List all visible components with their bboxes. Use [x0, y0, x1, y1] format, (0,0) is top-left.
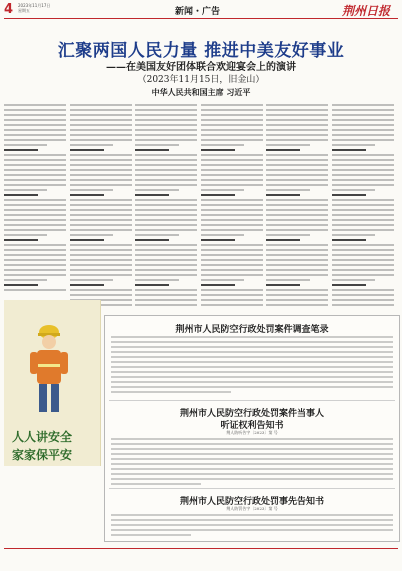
worker-figure-icon [26, 320, 72, 416]
text-line [70, 134, 132, 136]
text-line [70, 239, 104, 241]
notice-separator [109, 400, 395, 401]
text-line [332, 164, 394, 166]
text-line [332, 239, 366, 241]
footer-rule [4, 548, 398, 550]
text-line [135, 154, 197, 156]
text-line [70, 104, 132, 106]
text-line [135, 299, 197, 301]
text-line [4, 169, 66, 171]
text-line [135, 199, 197, 201]
notice-3-title: 荆州市人民防空行政处罚事先告知书 [179, 497, 324, 507]
text-line [201, 194, 235, 196]
notice-text-line [111, 453, 393, 455]
text-line [332, 249, 394, 251]
text-line [135, 279, 178, 281]
text-line [332, 219, 394, 221]
text-line [4, 159, 66, 161]
text-line [70, 274, 132, 276]
text-line [266, 154, 328, 156]
text-line [135, 274, 197, 276]
issue-date: 2023年11月17日 星期五 [18, 3, 51, 13]
text-line [70, 224, 132, 226]
text-line [70, 169, 132, 171]
page-header [0, 0, 402, 22]
text-line [70, 204, 132, 206]
text-line [332, 159, 394, 161]
text-line [201, 179, 263, 181]
text-line [201, 289, 263, 291]
text-line [332, 254, 394, 256]
notice-text-line [111, 381, 393, 383]
text-line [266, 299, 328, 301]
notice-text-line [111, 386, 393, 388]
text-line [266, 149, 300, 151]
text-column [135, 104, 197, 309]
text-line [266, 284, 300, 286]
text-line [70, 109, 132, 111]
text-line [4, 284, 38, 286]
text-line [332, 199, 394, 201]
text-line [135, 109, 197, 111]
text-line [135, 264, 197, 266]
text-line [266, 114, 328, 116]
text-line [135, 179, 197, 181]
text-line [4, 249, 66, 251]
text-line [4, 259, 66, 261]
header-rule [4, 18, 398, 19]
text-line [135, 174, 197, 176]
text-line [4, 204, 66, 206]
text-line [332, 129, 394, 131]
text-line [70, 149, 104, 151]
text-line [201, 174, 263, 176]
text-line [332, 149, 366, 151]
notice-text-line [111, 448, 393, 450]
text-line [70, 199, 132, 201]
notice-2-title-line2: 听证权利告知书 [220, 421, 284, 431]
text-line [201, 304, 263, 306]
text-line [4, 129, 66, 131]
text-line [70, 124, 132, 126]
text-line [70, 184, 132, 186]
text-line [201, 204, 263, 206]
text-line [135, 114, 197, 116]
text-line [266, 164, 328, 166]
text-line [135, 269, 197, 271]
text-line [332, 109, 394, 111]
text-line [201, 144, 244, 146]
text-line [201, 219, 263, 221]
text-line [332, 274, 394, 276]
text-column [70, 104, 132, 309]
text-line [266, 169, 328, 171]
text-line [4, 244, 66, 246]
text-line [4, 254, 66, 256]
text-line [135, 239, 169, 241]
text-line [135, 129, 197, 131]
notice-text-line [111, 361, 393, 363]
text-line [70, 259, 132, 261]
text-line [266, 174, 328, 176]
text-line [70, 214, 132, 216]
text-line [332, 119, 394, 121]
text-line [266, 179, 328, 181]
text-line [4, 144, 47, 146]
text-line [201, 114, 263, 116]
text-line [70, 114, 132, 116]
section-name: 新闻・广告 [175, 7, 221, 17]
text-line [332, 289, 394, 291]
text-line [332, 104, 394, 106]
notice-text-line [111, 356, 393, 358]
notice-text-line [111, 463, 393, 465]
text-line [201, 259, 263, 261]
text-line [4, 184, 66, 186]
text-line [332, 169, 394, 171]
text-line [266, 134, 328, 136]
slogan-line-2: 家家保平安 [12, 448, 73, 462]
text-line [201, 139, 263, 141]
text-line [4, 234, 47, 236]
text-line [266, 249, 328, 251]
text-line [70, 249, 132, 251]
text-line [70, 179, 132, 181]
notice-text-line [111, 391, 231, 393]
text-line [4, 279, 47, 281]
text-line [266, 259, 328, 261]
text-line [201, 274, 263, 276]
text-line [4, 239, 38, 241]
text-line [4, 124, 66, 126]
text-line [70, 189, 113, 191]
text-line [4, 114, 66, 116]
text-line [332, 234, 375, 236]
text-column [266, 104, 328, 309]
text-line [4, 174, 66, 176]
page-number: 4 [4, 2, 14, 17]
safety-poster [4, 300, 101, 466]
text-line [201, 104, 263, 106]
notice-1-title: 荆州市人民防空行政处罚案件调查笔录 [175, 325, 329, 335]
text-line [201, 169, 263, 171]
text-line [4, 104, 66, 106]
text-line [135, 209, 197, 211]
text-line [70, 164, 132, 166]
text-line [201, 164, 263, 166]
text-line [70, 289, 132, 291]
text-line [4, 109, 66, 111]
text-line [266, 184, 328, 186]
text-line [70, 139, 132, 141]
text-line [266, 139, 328, 141]
text-line [70, 154, 132, 156]
text-line [266, 209, 328, 211]
text-line [266, 159, 328, 161]
text-line [266, 189, 309, 191]
text-line [266, 229, 328, 231]
text-line [332, 189, 375, 191]
text-line [135, 104, 197, 106]
text-line [201, 294, 263, 296]
text-line [266, 214, 328, 216]
text-line [201, 244, 263, 246]
text-line [70, 174, 132, 176]
notice-text-line [111, 438, 393, 440]
text-line [332, 154, 394, 156]
text-line [266, 194, 300, 196]
text-line [266, 124, 328, 126]
notice-text-line [111, 483, 201, 485]
text-line [135, 294, 197, 296]
text-line [4, 149, 38, 151]
text-line [135, 189, 178, 191]
text-line [332, 304, 394, 306]
text-line [135, 214, 197, 216]
text-line [135, 254, 197, 256]
text-line [332, 259, 394, 261]
text-line [4, 209, 66, 211]
text-line [70, 194, 104, 196]
text-line [201, 224, 263, 226]
text-line [201, 299, 263, 301]
notice-text-line [111, 524, 393, 526]
text-line [4, 289, 66, 291]
text-line [135, 144, 178, 146]
newspaper-logo: 荆州日报 [342, 4, 391, 18]
text-line [201, 119, 263, 121]
text-line [4, 274, 66, 276]
article-dateline: （2023年11月15日，旧金山） [137, 75, 265, 85]
text-line [4, 269, 66, 271]
text-line [332, 179, 394, 181]
notice-text-line [111, 366, 393, 368]
notice-text-line [111, 346, 393, 348]
text-line [201, 154, 263, 156]
notice-2-doc-number: 荆人防听告字〔2023〕第 号 [226, 430, 278, 435]
text-line [135, 169, 197, 171]
text-line [201, 159, 263, 161]
text-line [266, 254, 328, 256]
notice-text-line [111, 341, 393, 343]
text-line [266, 294, 328, 296]
slogan-line-1: 人人讲安全 [12, 430, 73, 444]
text-line [4, 219, 66, 221]
article-title: 汇聚两国人民力量 推进中美友好事业 [57, 41, 345, 61]
text-column [4, 104, 66, 294]
text-line [70, 119, 132, 121]
notice-text-line [111, 473, 393, 475]
text-line [201, 229, 263, 231]
text-line [135, 234, 178, 236]
notice-text-line [111, 458, 393, 460]
text-line [4, 134, 66, 136]
text-line [4, 139, 66, 141]
notice-text-line [111, 519, 393, 521]
text-line [4, 229, 66, 231]
text-line [201, 254, 263, 256]
text-line [135, 219, 197, 221]
text-column [332, 104, 394, 309]
text-line [4, 224, 66, 226]
text-line [332, 279, 375, 281]
text-line [135, 259, 197, 261]
text-line [135, 159, 197, 161]
text-line [70, 264, 132, 266]
text-line [4, 179, 66, 181]
text-line [332, 144, 375, 146]
text-line [266, 264, 328, 266]
text-line [4, 199, 66, 201]
text-line [266, 129, 328, 131]
text-line [135, 194, 169, 196]
text-line [135, 224, 197, 226]
text-line [201, 129, 263, 131]
text-line [266, 289, 328, 291]
text-line [332, 204, 394, 206]
text-line [70, 244, 132, 246]
text-line [135, 289, 197, 291]
text-line [201, 279, 244, 281]
text-line [332, 214, 394, 216]
text-line [332, 229, 394, 231]
text-line [135, 139, 197, 141]
notice-text-line [111, 478, 393, 480]
text-line [135, 184, 197, 186]
text-line [266, 219, 328, 221]
text-line [266, 239, 300, 241]
text-line [332, 294, 394, 296]
text-line [201, 269, 263, 271]
text-line [4, 164, 66, 166]
text-line [266, 244, 328, 246]
notice-text-line [111, 371, 393, 373]
text-line [70, 209, 132, 211]
text-line [70, 129, 132, 131]
text-line [70, 229, 132, 231]
text-line [332, 209, 394, 211]
text-line [332, 244, 394, 246]
text-line [332, 264, 394, 266]
text-line [332, 174, 394, 176]
text-line [201, 234, 244, 236]
text-line [201, 264, 263, 266]
notice-text-line [111, 529, 393, 531]
text-line [332, 224, 394, 226]
text-line [70, 159, 132, 161]
text-line [332, 269, 394, 271]
text-line [70, 294, 132, 296]
text-line [4, 189, 47, 191]
notice-text-line [111, 534, 191, 536]
text-line [332, 299, 394, 301]
text-line [266, 204, 328, 206]
notice-text-line [111, 351, 393, 353]
text-line [201, 199, 263, 201]
notice-2-title: 荆州市人民防空行政处罚案件当事人 [179, 409, 324, 419]
notice-separator [109, 488, 395, 489]
text-line [266, 224, 328, 226]
text-column [201, 104, 263, 309]
text-line [135, 304, 197, 306]
text-line [135, 284, 169, 286]
article-author: 中华人民共和国主席 习近平 [151, 88, 251, 97]
notice-text-line [111, 514, 393, 516]
text-line [332, 114, 394, 116]
text-line [70, 144, 113, 146]
text-line [70, 279, 113, 281]
text-line [201, 184, 263, 186]
text-line [332, 184, 394, 186]
text-line [135, 124, 197, 126]
notice-text-line [111, 468, 393, 470]
notice-3-doc-number: 荆人防罚告字〔2023〕第 号 [226, 506, 278, 511]
text-line [135, 249, 197, 251]
text-line [266, 234, 309, 236]
text-line [135, 229, 197, 231]
text-line [332, 134, 394, 136]
article-subtitle: ——在美国友好团体联合欢迎宴会上的演讲 [106, 62, 296, 73]
text-line [201, 239, 235, 241]
text-line [4, 154, 66, 156]
text-line [266, 269, 328, 271]
text-line [70, 234, 113, 236]
text-line [266, 304, 328, 306]
text-line [70, 254, 132, 256]
text-line [70, 219, 132, 221]
text-line [332, 194, 366, 196]
text-line [4, 264, 66, 266]
text-line [201, 214, 263, 216]
text-line [135, 204, 197, 206]
text-line [266, 144, 309, 146]
text-line [135, 164, 197, 166]
text-line [332, 139, 394, 141]
text-line [135, 149, 169, 151]
text-line [135, 134, 197, 136]
text-line [201, 249, 263, 251]
text-line [201, 209, 263, 211]
text-line [70, 269, 132, 271]
text-line [266, 119, 328, 121]
text-line [4, 194, 38, 196]
text-line [266, 199, 328, 201]
text-line [332, 124, 394, 126]
text-line [332, 284, 366, 286]
text-line [201, 189, 244, 191]
notice-text-line [111, 443, 393, 445]
text-line [266, 109, 328, 111]
text-line [266, 279, 309, 281]
text-line [201, 284, 235, 286]
text-line [266, 104, 328, 106]
text-line [201, 149, 235, 151]
text-line [135, 244, 197, 246]
text-line [201, 134, 263, 136]
text-line [4, 214, 66, 216]
text-line [266, 274, 328, 276]
text-line [4, 119, 66, 121]
text-line [70, 284, 104, 286]
notice-text-line [111, 336, 393, 338]
notice-text-line [111, 376, 393, 378]
text-line [201, 124, 263, 126]
text-line [201, 109, 263, 111]
notice-panel [104, 315, 400, 542]
text-line [135, 119, 197, 121]
